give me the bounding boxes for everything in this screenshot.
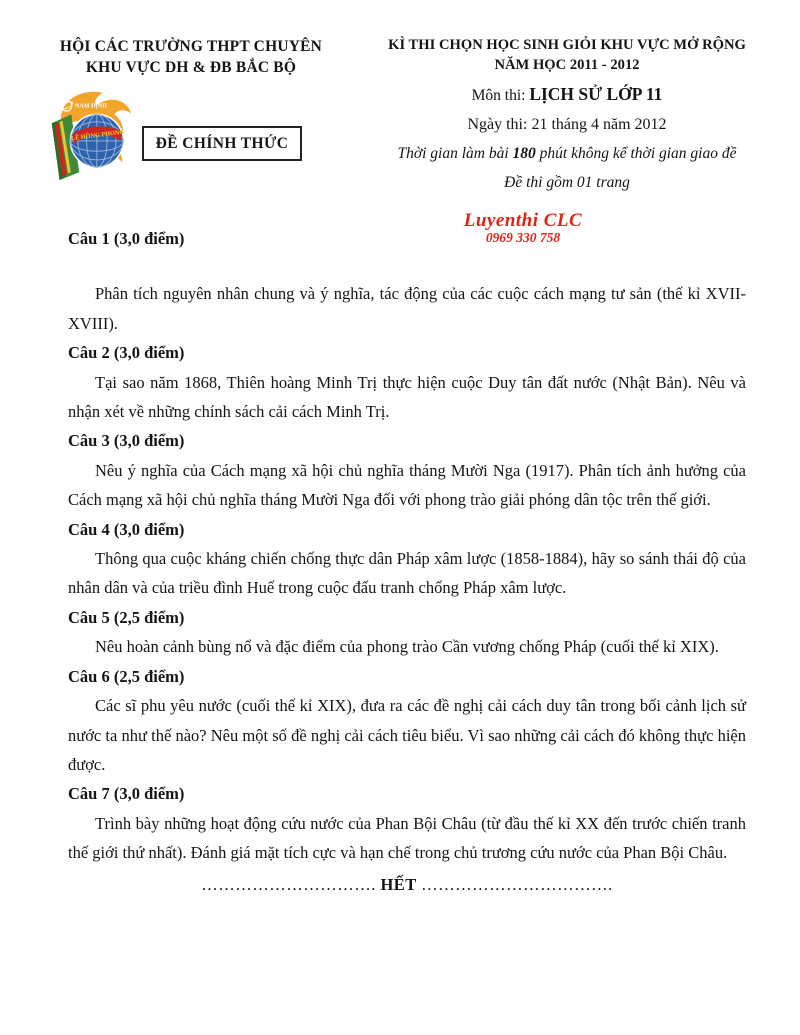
- official-exam-badge: ĐỀ CHÍNH THỨC: [142, 126, 302, 161]
- exam-subject: [340, 84, 794, 105]
- question-5: [68, 603, 746, 662]
- exam-header: [340, 36, 794, 192]
- question-3: [68, 426, 746, 514]
- question-1-text: Phân tích nguyên nhân chung và ý nghĩa, tác động của các cuộc cách mạng tư sản (thế kỉ XVII-XVIII).: [68, 284, 746, 333]
- end-label-text: HẾT: [380, 874, 417, 894]
- question-1: [68, 224, 746, 338]
- duration-suffix: phút không kể thời gian giao đề: [535, 145, 737, 162]
- school-logo-icon: [40, 84, 138, 186]
- duration-value: 180: [512, 145, 536, 162]
- question-2: [68, 338, 746, 426]
- question-4-text: Thông qua cuộc kháng chiến chống thực dân Pháp xâm lược (1858-1884), hãy so sánh thái độ của nhân dân và của triều đình Huế trong cuộc đấu tranh chống Pháp xâm lược.: [68, 549, 746, 598]
- exam-duration: [340, 145, 794, 163]
- question-5-heading: Câu 5 (2,5 điểm): [68, 607, 185, 627]
- question-7: [68, 779, 746, 867]
- question-1-heading: Câu 1 (3,0 điểm): [68, 229, 185, 248]
- question-6-heading: Câu 6 (2,5 điểm): [68, 666, 185, 686]
- watermark-phone: 0969 330 758: [485, 229, 561, 245]
- exam-date: Ngày thi: 21 tháng 4 năm 2012: [467, 116, 667, 133]
- duration-prefix: Thời gian làm bài: [397, 145, 513, 162]
- end-label: [380, 875, 421, 894]
- question-3-heading: Câu 3 (3,0 điểm): [68, 431, 185, 451]
- end-dots-left: ………………………….: [201, 874, 376, 894]
- school-logo-graphic: [40, 84, 138, 186]
- question-7-heading: Câu 7 (3,0 điểm): [68, 784, 185, 804]
- org-name-line1: HỘI CÁC TRƯỜNG THPT CHUYÊN: [59, 38, 323, 55]
- end-of-exam-line: [68, 870, 746, 899]
- question-4-heading: Câu 4 (3,0 điểm): [68, 519, 185, 539]
- question-6-text: Các sĩ phu yêu nước (cuối thế kỉ XIX), đưa ra các đề nghị cải cách duy tân trong bối cảnh lịch sử nước ta như thế nào? Nêu một số đề nghị cải cách tiêu biểu. Vì sao những cải cách đó không thực hiện được.: [68, 696, 746, 774]
- subject-label: Môn thi:: [471, 87, 530, 104]
- question-2-heading: Câu 2 (3,0 điểm): [68, 343, 185, 363]
- question-4: [68, 515, 746, 603]
- logo-school-label: LÊ HỒNG PHONG: [70, 128, 125, 143]
- question-6: [68, 662, 746, 780]
- org-name-line2: KHU VỰC DH & ĐB BẮC BỘ: [85, 59, 297, 76]
- end-dots-right: …………………………….: [421, 874, 613, 894]
- exam-page-count: Đề thi gồm 01 trang: [504, 174, 630, 191]
- exam-body: [68, 224, 746, 899]
- question-2-text: Tại sao năm 1868, Thiên hoàng Minh Trị thực hiện cuộc Duy tân đất nước (Nhật Bản). Nêu và nhận xét về những chính sách cải cách Minh Trị.: [68, 372, 746, 422]
- question-5-text: Nêu hoàn cảnh bùng nổ và đặc điểm của phong trào Cần vương chống Pháp (cuối thế kỉ XIX).: [95, 637, 719, 657]
- subject-value: LỊCH SỬ LỚP 11: [529, 84, 663, 104]
- question-7-text: Trình bày những hoạt động cứu nước của Phan Bội Châu (từ đầu thế kỉ XX đến trước chiến tranh thế giới thứ nhất). Đánh giá mặt tích cực và hạn chế trong chủ trương cứu nước của Phan Bội Châu.: [68, 813, 746, 863]
- exam-title-line2: NĂM HỌC 2011 - 2012: [494, 56, 640, 73]
- watermark-brand: Luyenthi CLC: [463, 210, 583, 231]
- exam-title-line1: KÌ THI CHỌN HỌC SINH GIỎI KHU VỰC MỞ RỘNG: [388, 37, 746, 53]
- issuing-organization: [38, 36, 344, 78]
- question-3-text: Nêu ý nghĩa của Cách mạng xã hội chủ nghĩa tháng Mười Nga (1917). Phân tích ảnh hưởng của Cách mạng xã hội chủ nghĩa tháng Mười Nga đối với phong trào giải phóng dân tộc trên thế giới.: [68, 460, 746, 510]
- logo-province-label: NAM ĐỊNH: [75, 103, 107, 110]
